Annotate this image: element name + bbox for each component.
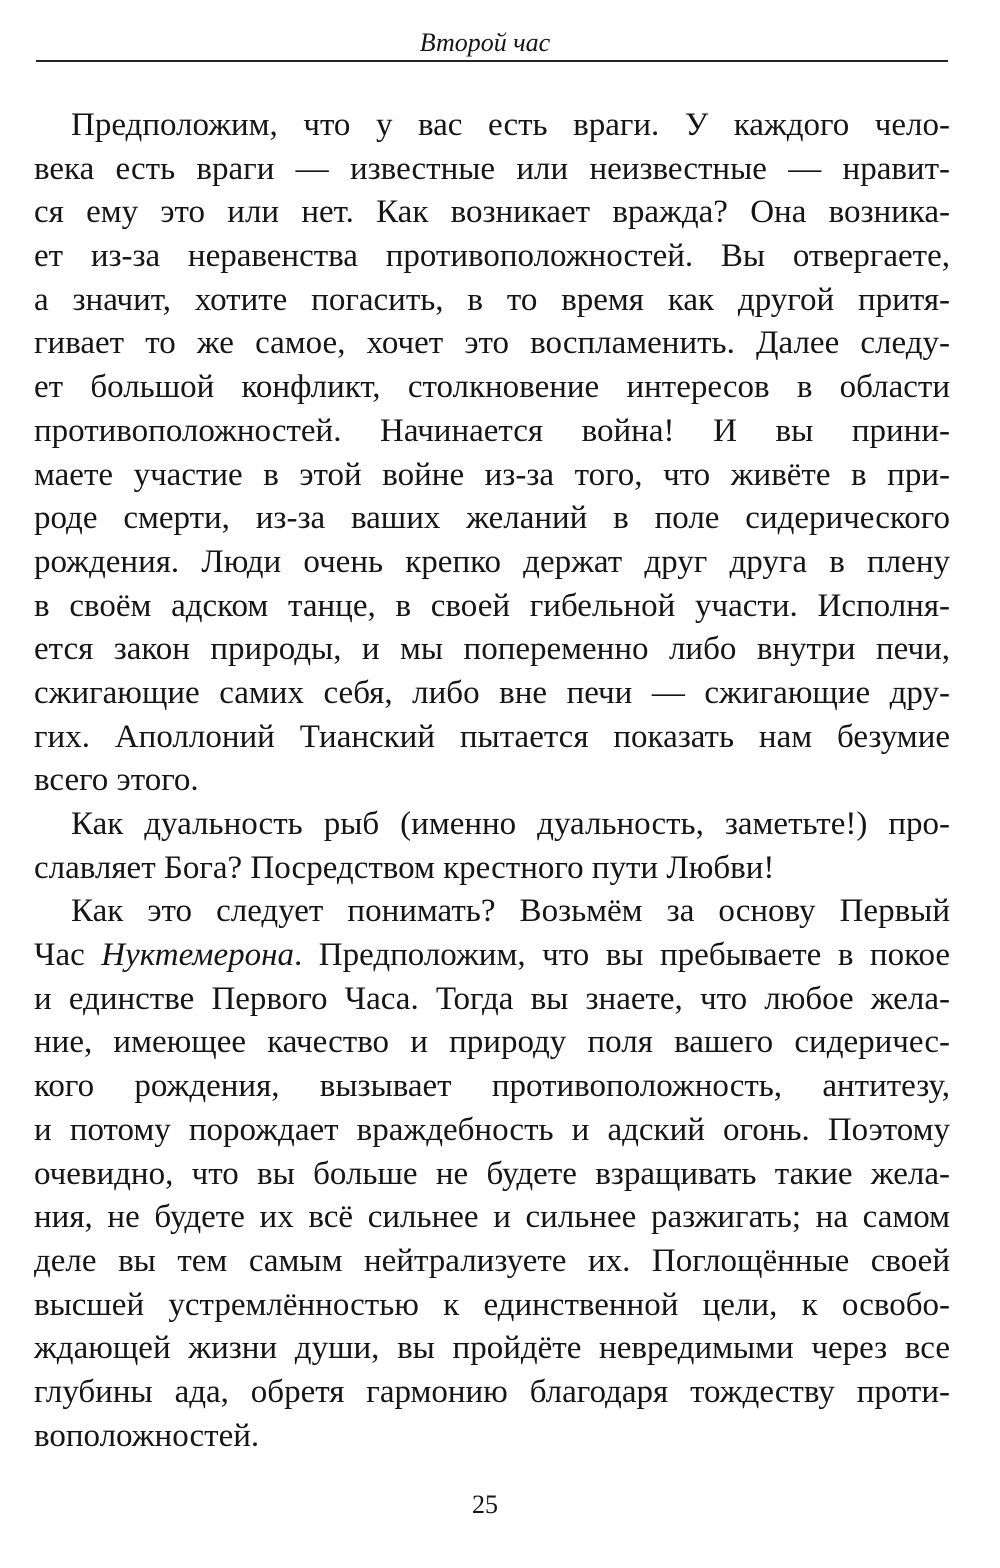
text-line: Как это следует понимать? Возьмём за основу Первый — [71, 893, 950, 930]
text-line: и потому порождает враждебность и адский огонь. Поэтому — [34, 1111, 950, 1148]
text-line: кого рождения, вызывает противоположность, антитезу, — [34, 1068, 950, 1105]
text-line: Предположим, что у вас есть враги. У каждого чело- — [71, 107, 950, 143]
italic-book-title: Нуктемерона — [101, 937, 294, 974]
running-header: Второй час — [419, 28, 551, 57]
text-line: ет большой конфликт, столкновение интересов в области — [34, 369, 950, 406]
text-line: сжигающие самих себя, либо вне печи — сжигающие дру- — [34, 674, 950, 711]
text-line: а значит, хотите погасить, в то время как другой притя- — [34, 281, 950, 318]
text-line — [34, 934, 950, 978]
text-line: и единстве Первого Часа. Тогда вы знаете, что любое жела- — [34, 980, 950, 1017]
text-line: ния, не будете их всё сильнее и сильнее разжигать; на самом — [34, 1199, 950, 1236]
text-line: ет из-за неравенства противоположностей. Вы отвергаете, — [34, 238, 950, 275]
text-line: рождения. Люди очень крепко держат друг друга в плену — [34, 543, 950, 580]
text-line: роде смерти, из-за ваших желаний в поле сидерического — [34, 500, 950, 537]
text-line: маете участие в этой войне из-за того, что живёте в при- — [34, 456, 950, 493]
text-line: воположностей. — [34, 1417, 260, 1454]
text-line: ние, имеющее качество и природу поля вашего сидеричес- — [34, 1024, 950, 1061]
text-line: ся ему это или нет. Как возникает вражда? Она возника- — [34, 194, 950, 231]
page-number: 25 — [472, 1490, 498, 1519]
text-line: славляет Бога? Посредством крестного пути Любви! — [34, 849, 775, 886]
text-line: всего этого. — [34, 762, 199, 799]
text-line: очевидно, что вы больше не будете взращивать такие жела- — [34, 1155, 950, 1192]
text-line: деле вы тем самым нейтрализуете их. Поглощённые своей — [34, 1242, 950, 1279]
text-line: ется закон природы, и мы попеременно либо внутри печи, — [34, 631, 950, 668]
text-line: в своём адском танце, в своей гибельной участи. Исполня- — [34, 587, 950, 624]
text-line: глубины ада, обретя гармонию благодаря тождеству проти- — [34, 1373, 950, 1410]
text-line: гих. Аполлоний Тианский пытается показать нам безумие — [34, 718, 950, 755]
body-text — [34, 104, 950, 1458]
text-line: высшей устремлённостью к единственной цели, к освобо- — [34, 1286, 950, 1323]
text-span: . Предположим, что вы пребываете в покое — [294, 937, 950, 974]
text-line: Как дуальность рыб (именно дуальность, заметьте!) про- — [71, 806, 950, 842]
text-line: гивает то же самое, хочет это воспламенить. Далее следу- — [34, 325, 950, 362]
text-line: ждающей жизни души, вы пройдёте невредимыми через все — [34, 1330, 950, 1367]
header-divider — [36, 60, 948, 62]
text-span: Час — [34, 937, 102, 974]
text-line: века есть враги — известные или неизвестные — нравит- — [34, 150, 950, 187]
text-line: противоположностей. Начинается война! И вы прини- — [34, 412, 950, 449]
